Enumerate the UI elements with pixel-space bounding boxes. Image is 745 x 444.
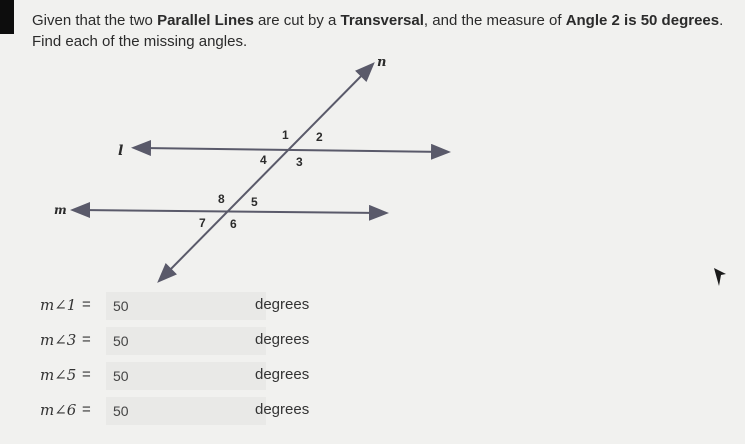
- unit-label: degrees: [255, 401, 310, 418]
- angle-label-2: 2: [316, 130, 323, 144]
- angle-1-input[interactable]: [106, 292, 266, 320]
- equals-sign: =: [82, 366, 91, 383]
- equals-sign: =: [82, 331, 91, 348]
- angle-label-1: 1: [282, 128, 289, 142]
- question-middle2: , and the measure of: [423, 12, 566, 29]
- label-n: n: [377, 55, 387, 70]
- answer-label: m∠5: [40, 366, 77, 384]
- label-l: l: [118, 143, 124, 159]
- question-suffix: .: [719, 12, 724, 29]
- term-angle-2: Angle 2 is 50 degrees: [565, 12, 720, 29]
- angle-label-7: 7: [199, 216, 206, 230]
- question-prefix: Given that the two: [32, 12, 158, 29]
- equals-sign: =: [82, 401, 91, 418]
- unit-label: degrees: [255, 296, 310, 313]
- label-m: m: [54, 203, 67, 217]
- term-parallel-lines: Parallel Lines: [157, 12, 254, 29]
- angle-label-4: 4: [260, 153, 267, 167]
- answer-row-angle-5: [40, 362, 340, 390]
- answer-row-angle-1: [40, 292, 340, 320]
- angle-3-input[interactable]: [106, 327, 266, 355]
- angle-5-input[interactable]: [106, 362, 266, 390]
- term-transversal: Transversal: [340, 12, 424, 29]
- angle-label-5: 5: [251, 195, 258, 209]
- question-instruction: Find each of the missing angles.: [32, 33, 248, 50]
- answer-row-angle-6: [40, 397, 340, 425]
- answer-label: m∠3: [40, 331, 77, 349]
- answer-row-angle-3: [40, 327, 340, 355]
- mouse-cursor-icon: [713, 267, 727, 287]
- equals-sign: =: [82, 296, 91, 313]
- unit-label: degrees: [255, 366, 310, 383]
- angle-label-6: 6: [230, 217, 237, 231]
- answer-label: m∠6: [40, 401, 77, 419]
- angle-label-8: 8: [218, 192, 225, 206]
- answer-label: m∠1: [40, 296, 77, 314]
- unit-label: degrees: [255, 331, 310, 348]
- angle-label-3: 3: [296, 155, 303, 169]
- angle-6-input[interactable]: [106, 397, 266, 425]
- question-middle: are cut by a: [253, 12, 341, 29]
